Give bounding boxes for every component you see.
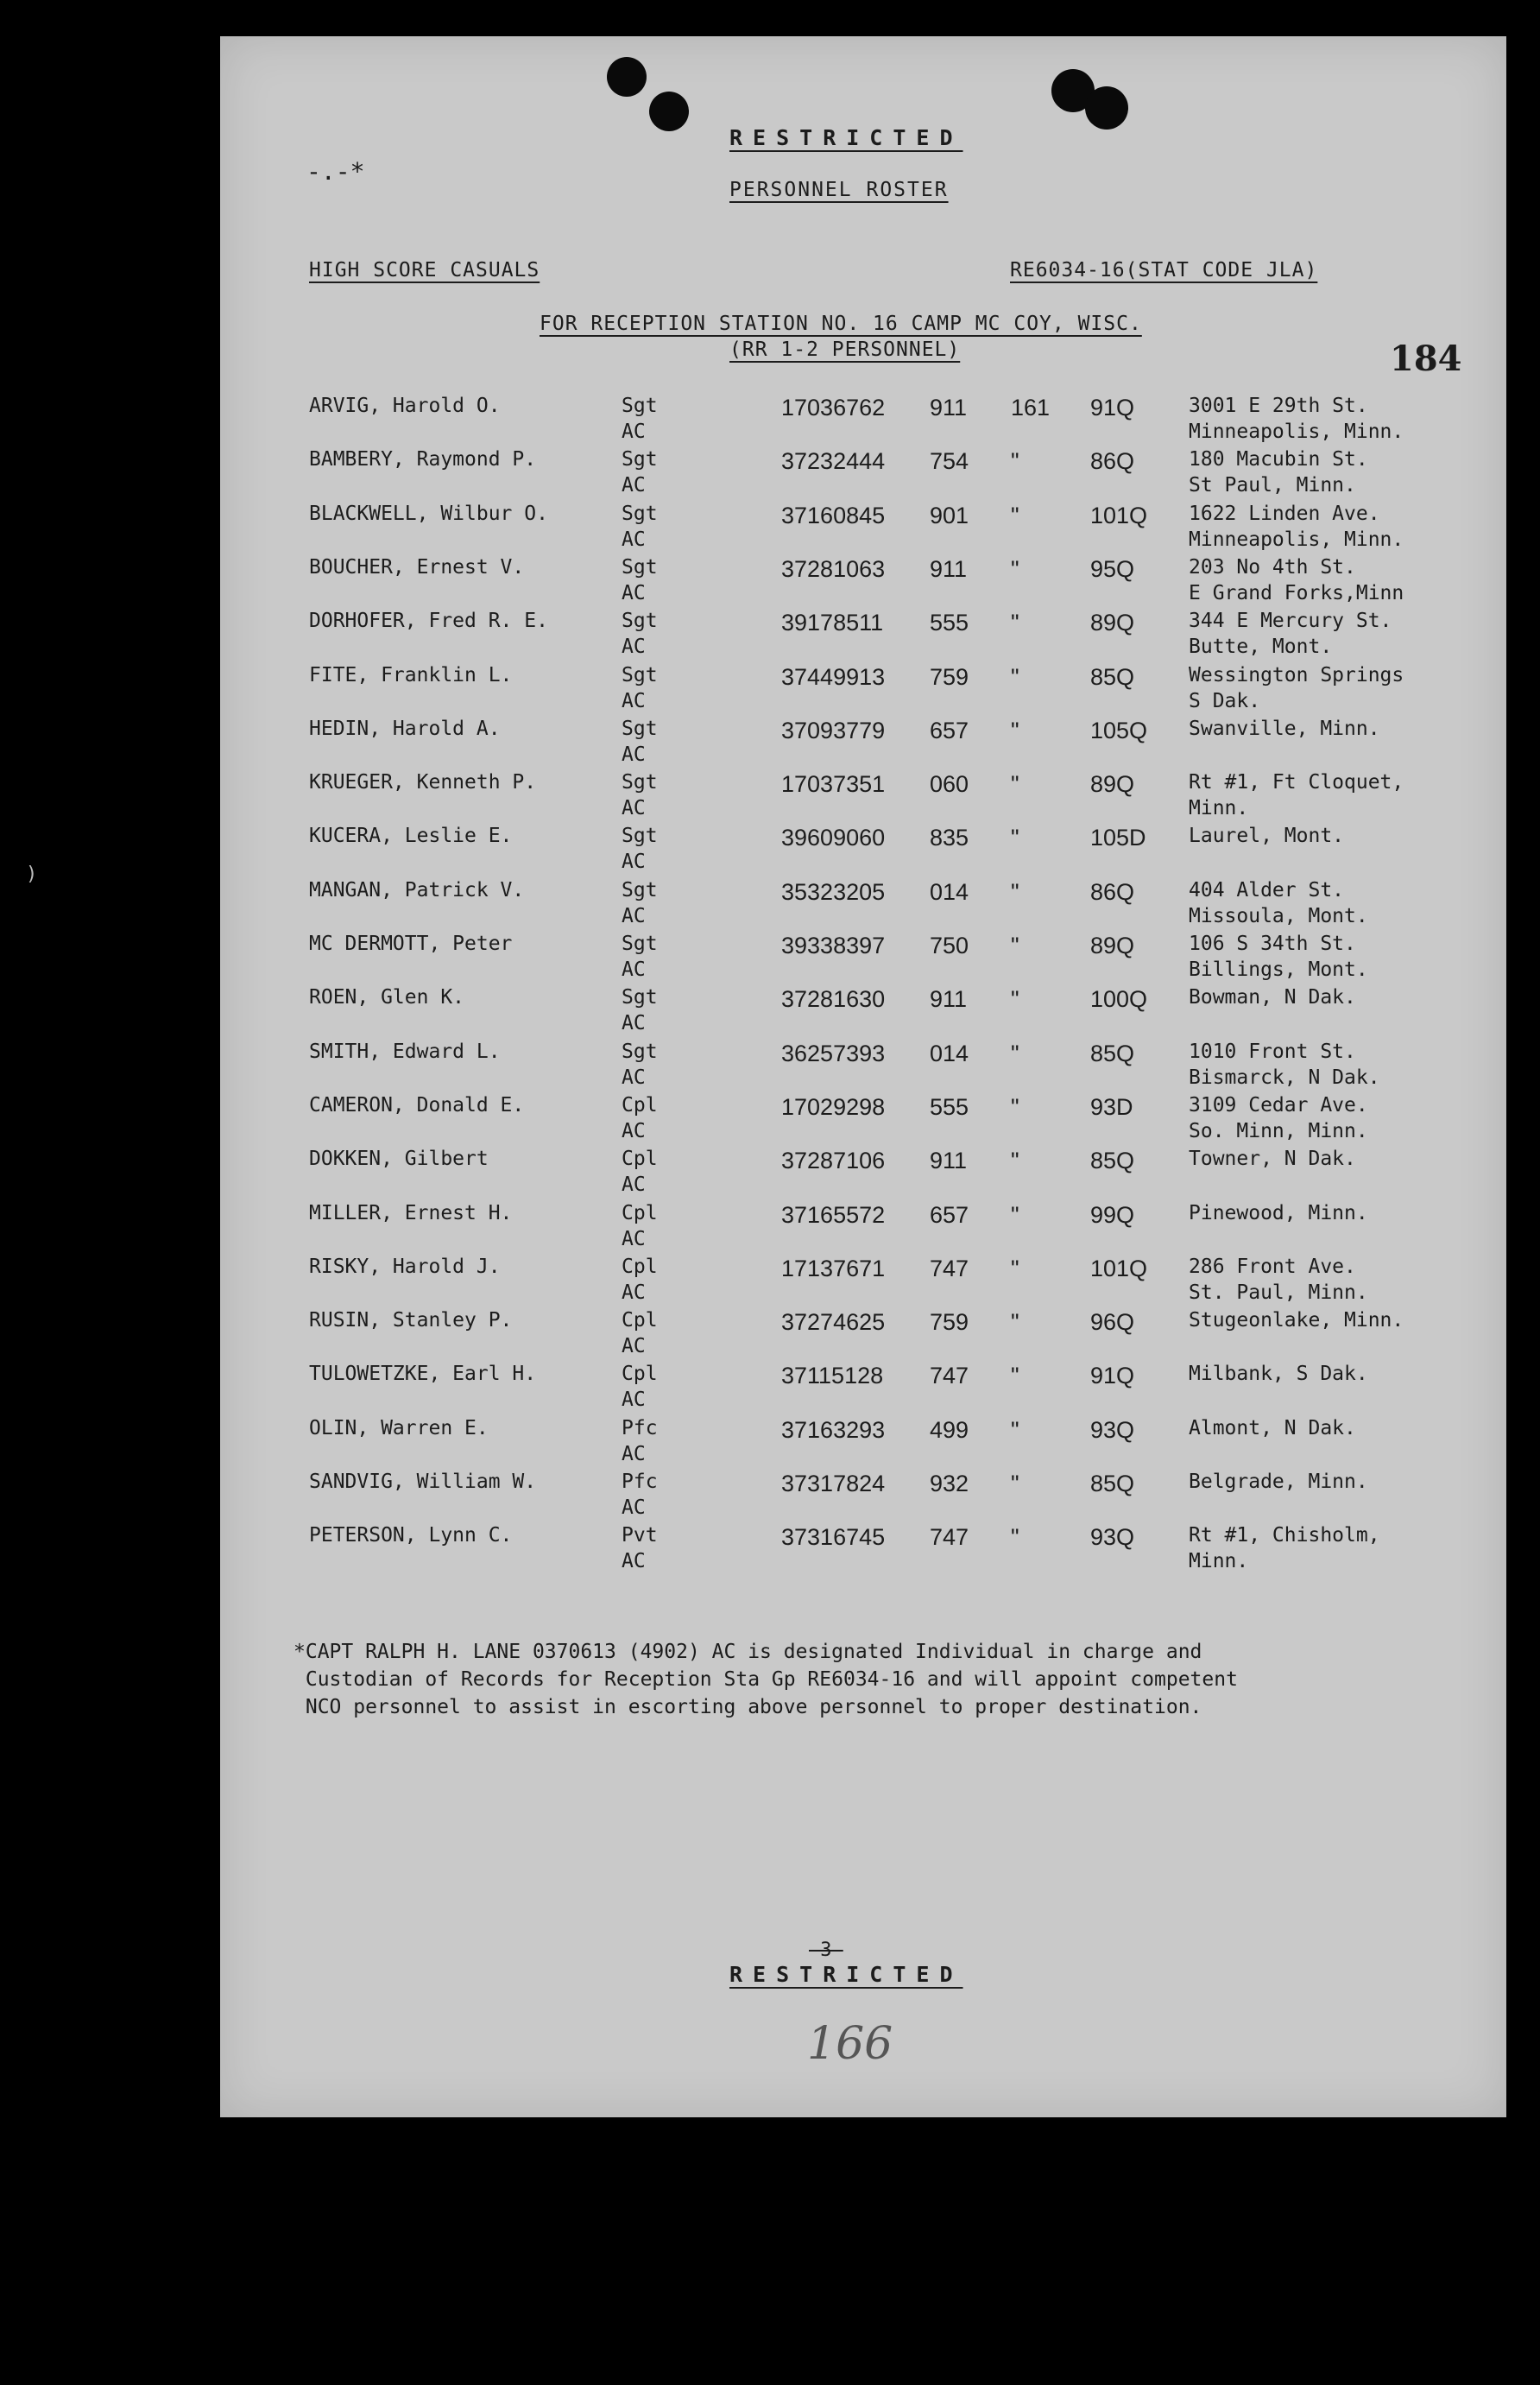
soldier-name: BLACKWELL, Wilbur O. <box>309 502 548 525</box>
arm-of-service: AC <box>622 421 646 443</box>
edge-mark: ) <box>26 864 38 885</box>
serial-number: 37287106 <box>781 1148 886 1174</box>
score: 89Q <box>1090 610 1135 636</box>
arm-of-service: AC <box>622 1389 646 1412</box>
score: 105Q <box>1090 717 1148 743</box>
address-line-1: 3001 E 29th St. <box>1189 395 1368 417</box>
score: 89Q <box>1090 933 1135 958</box>
code-column: " <box>1011 1471 1019 1496</box>
address-line-2: Missoula, Mont. <box>1189 904 1368 927</box>
code-column: " <box>1011 1416 1019 1443</box>
address-line-1: 286 Front Ave. <box>1189 1255 1356 1278</box>
serial-number: 37163293 <box>781 1416 886 1443</box>
serial-number: 37232444 <box>781 448 886 475</box>
code-column: " <box>1011 986 1019 1013</box>
score: 91Q <box>1090 395 1135 421</box>
serial-number: 37317824 <box>781 1471 886 1496</box>
soldier-name: MC DERMOTT, Peter <box>309 933 513 955</box>
arm-of-service: AC <box>622 1281 646 1304</box>
address-line-2: Butte, Mont. <box>1189 636 1333 659</box>
mos-number: 750 <box>930 933 969 958</box>
soldier-name: ROEN, Glen K. <box>309 986 465 1009</box>
arm-of-service: AC <box>622 1227 646 1250</box>
mos-number: 911 <box>930 555 968 582</box>
address-line-1: Bowman, N Dak. <box>1189 986 1356 1009</box>
code-column: " <box>1011 502 1019 528</box>
roster-row <box>220 1094 1506 1148</box>
score: 95Q <box>1090 555 1135 582</box>
rr-line: (RR 1-2 PERSONNEL) <box>729 338 961 361</box>
soldier-name: BAMBERY, Raymond P. <box>309 448 537 471</box>
mos-number: 747 <box>930 1524 969 1551</box>
roster-row <box>220 1148 1506 1201</box>
address-line-1: Wessington Springs <box>1189 663 1404 686</box>
rank: Sgt <box>622 502 658 525</box>
soldier-name: FITE, Franklin L. <box>309 663 513 686</box>
serial-number: 37274625 <box>781 1309 886 1336</box>
mos-number: 932 <box>930 1471 969 1496</box>
roster-row <box>220 448 1506 502</box>
arm-of-service: AC <box>622 636 646 659</box>
restricted-footer: RESTRICTED <box>729 1962 963 1987</box>
serial-number: 37165572 <box>781 1201 886 1228</box>
roster-row <box>220 1041 1506 1094</box>
address-line-2: Minn. <box>1189 797 1249 820</box>
address-line-1: Laurel, Mont. <box>1189 825 1345 848</box>
code-column: " <box>1011 933 1019 958</box>
mos-number: 499 <box>930 1416 969 1443</box>
code-column: " <box>1011 1363 1019 1389</box>
roster-row <box>220 395 1506 448</box>
address-line-2: Minneapolis, Minn. <box>1189 421 1404 443</box>
soldier-name: RUSIN, Stanley P. <box>309 1309 513 1332</box>
soldier-name: KRUEGER, Kenneth P. <box>309 771 537 794</box>
roster-row <box>220 1417 1506 1471</box>
address-line-1: Pinewood, Minn. <box>1189 1201 1368 1224</box>
address-line-1: 203 No 4th St. <box>1189 555 1356 579</box>
rank: Cpl <box>622 1201 658 1224</box>
address-line-1: Milbank, S Dak. <box>1189 1363 1368 1386</box>
roster-row <box>220 1256 1506 1309</box>
address-line-2: Billings, Mont. <box>1189 958 1368 981</box>
serial-number: 37281630 <box>781 986 886 1013</box>
roster-row <box>220 771 1506 825</box>
soldier-name: RISKY, Harold J. <box>309 1255 501 1278</box>
mos-number: 759 <box>930 663 969 690</box>
score: 100Q <box>1090 986 1148 1013</box>
arm-of-service: AC <box>622 1012 646 1035</box>
score: 93D <box>1090 1093 1133 1120</box>
serial-number: 37160845 <box>781 502 886 528</box>
roster-row <box>220 1363 1506 1416</box>
arm-of-service: AC <box>622 1066 646 1089</box>
rank: Sgt <box>622 1040 658 1063</box>
address-line-1: 1010 Front St. <box>1189 1040 1356 1063</box>
order-reference: RE6034-16(STAT CODE JLA) <box>1010 259 1318 282</box>
serial-number: 17037351 <box>781 771 886 798</box>
score: 91Q <box>1090 1363 1135 1389</box>
score: 99Q <box>1090 1201 1135 1228</box>
mos-number: 747 <box>930 1363 969 1389</box>
rank: Pfc <box>622 1416 658 1439</box>
soldier-name: HEDIN, Harold A. <box>309 717 501 740</box>
arm-of-service: AC <box>622 1119 646 1142</box>
address-line-1: Belgrade, Minn. <box>1189 1471 1368 1493</box>
punch-hole <box>649 92 689 131</box>
mos-number: 014 <box>930 1040 969 1066</box>
code-column: " <box>1011 1309 1019 1336</box>
arm-of-service: AC <box>622 958 646 981</box>
mos-number: 901 <box>930 502 969 528</box>
rank: Sgt <box>622 878 658 901</box>
arm-of-service: AC <box>622 904 646 927</box>
mos-number: 835 <box>930 825 969 851</box>
arm-of-service: AC <box>622 797 646 820</box>
serial-number: 36257393 <box>781 1040 886 1066</box>
address-line-1: 3109 Cedar Ave. <box>1189 1093 1368 1117</box>
rank: Sgt <box>622 663 658 686</box>
rank: Pvt <box>622 1524 658 1547</box>
roster-row <box>220 718 1506 771</box>
address-line-2: Minn. <box>1189 1550 1249 1573</box>
mos-number: 911 <box>930 986 968 1013</box>
mos-number: 911 <box>930 1148 968 1174</box>
arm-of-service: AC <box>622 474 646 497</box>
score: 86Q <box>1090 448 1135 475</box>
rank: Cpl <box>622 1093 658 1117</box>
roster-row <box>220 1471 1506 1524</box>
soldier-name: KUCERA, Leslie E. <box>309 825 513 848</box>
score: 93Q <box>1090 1416 1135 1443</box>
mos-number: 014 <box>930 878 969 905</box>
score: 89Q <box>1090 771 1135 798</box>
roster-row <box>220 986 1506 1040</box>
roster-row <box>220 503 1506 556</box>
address-line-2: Bismarck, N Dak. <box>1189 1066 1380 1089</box>
address-line-1: Stugeonlake, Minn. <box>1189 1309 1404 1332</box>
code-column: " <box>1011 555 1019 582</box>
rank: Sgt <box>622 825 658 848</box>
soldier-name: CAMERON, Donald E. <box>309 1093 525 1117</box>
mos-number: 555 <box>930 610 969 636</box>
address-line-2: S Dak. <box>1189 689 1261 712</box>
soldier-name: DORHOFER, Fred R. E. <box>309 610 548 633</box>
document-page <box>220 36 1506 2117</box>
score: 93Q <box>1090 1524 1135 1551</box>
arm-of-service: AC <box>622 1442 646 1465</box>
address-line-1: Rt #1, Ft Cloquet, <box>1189 771 1404 794</box>
serial-number: 37281063 <box>781 555 886 582</box>
score: 96Q <box>1090 1309 1135 1336</box>
roster-row <box>220 825 1506 878</box>
mos-number: 555 <box>930 1093 969 1120</box>
serial-number: 39609060 <box>781 825 886 851</box>
roster-row <box>220 556 1506 610</box>
code-column: " <box>1011 771 1019 798</box>
serial-number: 17029298 <box>781 1093 886 1120</box>
mos-number: 754 <box>930 448 969 475</box>
roster-row <box>220 610 1506 663</box>
mos-number: 911 <box>930 395 968 421</box>
score: 101Q <box>1090 502 1148 528</box>
soldier-name: MANGAN, Patrick V. <box>309 878 525 901</box>
score: 85Q <box>1090 663 1135 690</box>
rank: Sgt <box>622 933 658 955</box>
arm-of-service: AC <box>622 581 646 604</box>
punch-hole <box>607 57 647 97</box>
punch-hole <box>1085 86 1128 130</box>
page-number: 184 <box>1390 338 1462 379</box>
soldier-name: SMITH, Edward L. <box>309 1040 501 1063</box>
arm-of-service: AC <box>622 689 646 712</box>
restricted-header: RESTRICTED <box>729 125 963 150</box>
rank: Sgt <box>622 986 658 1009</box>
roster-row <box>220 1202 1506 1256</box>
roster-row <box>220 664 1506 718</box>
unit-label: HIGH SCORE CASUALS <box>309 259 540 282</box>
custodian-footnote: *CAPT RALPH H. LANE 0370613 (4902) AC is designated Individual in charge and Custodian of Records for Reception Sta Gp RE6034-16 and will appoint competent NCO personnel to assist in escorting above personnel to proper destination. <box>293 1641 1238 1718</box>
arm-of-service: AC <box>622 1550 646 1573</box>
address-line-2: E Grand Forks,Minn <box>1189 581 1404 604</box>
soldier-name: MILLER, Ernest H. <box>309 1201 513 1224</box>
score: 101Q <box>1090 1255 1148 1281</box>
code-column: " <box>1011 717 1019 743</box>
code-column: " <box>1011 878 1019 905</box>
code-column: " <box>1011 663 1019 690</box>
code-column: " <box>1011 1524 1019 1551</box>
arm-of-service: AC <box>622 1174 646 1197</box>
address-line-2: Minneapolis, Minn. <box>1189 528 1404 551</box>
soldier-name: PETERSON, Lynn C. <box>309 1524 513 1547</box>
code-column: " <box>1011 1040 1019 1066</box>
rank: Cpl <box>622 1255 658 1278</box>
soldier-name: TULOWETZKE, Earl H. <box>309 1363 537 1386</box>
address-line-1: 1622 Linden Ave. <box>1189 502 1380 525</box>
mos-number: 060 <box>930 771 969 798</box>
mos-number: 657 <box>930 717 969 743</box>
serial-number: 37115128 <box>781 1363 884 1389</box>
address-line-1: 344 E Mercury St. <box>1189 610 1392 633</box>
arm-of-service: AC <box>622 1335 646 1358</box>
address-line-1: Rt #1, Chisholm, <box>1189 1524 1380 1547</box>
handwritten-number: 166 <box>807 2018 893 2070</box>
serial-number: 37316745 <box>781 1524 886 1551</box>
serial-number: 37093779 <box>781 717 886 743</box>
mos-number: 657 <box>930 1201 969 1228</box>
rank: Cpl <box>622 1363 658 1386</box>
address-line-2: So. Minn, Minn. <box>1189 1119 1368 1142</box>
rank: Sgt <box>622 448 658 471</box>
serial-number: 37449913 <box>781 663 886 690</box>
roster-row <box>220 879 1506 933</box>
score: 85Q <box>1090 1471 1135 1496</box>
code-column: 161 <box>1011 395 1051 421</box>
serial-number: 39338397 <box>781 933 886 958</box>
rank: Sgt <box>622 771 658 794</box>
soldier-name: OLIN, Warren E. <box>309 1416 489 1439</box>
code-column: " <box>1011 448 1019 475</box>
arm-of-service: AC <box>622 1496 646 1519</box>
code-column: " <box>1011 1255 1019 1281</box>
rank: Sgt <box>622 717 658 740</box>
code-column: " <box>1011 610 1019 636</box>
address-line-2: St Paul, Minn. <box>1189 474 1356 497</box>
code-column: " <box>1011 1148 1019 1174</box>
rank: Cpl <box>622 1309 658 1332</box>
address-line-1: 404 Alder St. <box>1189 878 1345 901</box>
mos-number: 747 <box>930 1255 969 1281</box>
address-line-1: Swanville, Minn. <box>1189 717 1380 740</box>
roster-row <box>220 1524 1506 1578</box>
roster-row <box>220 1309 1506 1363</box>
address-line-1: 180 Macubin St. <box>1189 448 1368 471</box>
serial-number: 17137671 <box>781 1255 886 1281</box>
arm-of-service: AC <box>622 743 646 766</box>
score: 105D <box>1090 825 1146 851</box>
address-line-2: St. Paul, Minn. <box>1189 1281 1368 1304</box>
serial-number: 35323205 <box>781 878 886 905</box>
rank: Sgt <box>622 395 658 417</box>
address-line-1: 106 S 34th St. <box>1189 933 1356 955</box>
page-mark: -3- <box>809 1939 843 1961</box>
mos-number: 759 <box>930 1309 969 1336</box>
serial-number: 39178511 <box>781 610 884 636</box>
address-line-1: Almont, N Dak. <box>1189 1416 1356 1439</box>
address-line-1: Towner, N Dak. <box>1189 1148 1356 1171</box>
arm-of-service: AC <box>622 528 646 551</box>
roster-row <box>220 933 1506 986</box>
code-column: " <box>1011 1201 1019 1228</box>
score: 86Q <box>1090 878 1135 905</box>
soldier-name: ARVIG, Harold O. <box>309 395 501 417</box>
soldier-name: SANDVIG, William W. <box>309 1471 537 1493</box>
score: 85Q <box>1090 1040 1135 1066</box>
code-column: " <box>1011 1093 1019 1120</box>
rank: Sgt <box>622 610 658 633</box>
station-line: FOR RECEPTION STATION NO. 16 CAMP MC COY, WISC. <box>540 313 1142 335</box>
roster-title: PERSONNEL ROSTER <box>729 179 949 201</box>
soldier-name: BOUCHER, Ernest V. <box>309 555 525 579</box>
rank: Pfc <box>622 1471 658 1493</box>
rank: Cpl <box>622 1148 658 1171</box>
serial-number: 17036762 <box>781 395 886 421</box>
score: 85Q <box>1090 1148 1135 1174</box>
rank: Sgt <box>622 555 658 579</box>
ink-mark: -.-* <box>306 157 365 186</box>
code-column: " <box>1011 825 1019 851</box>
arm-of-service: AC <box>622 851 646 874</box>
soldier-name: DOKKEN, Gilbert <box>309 1148 489 1171</box>
